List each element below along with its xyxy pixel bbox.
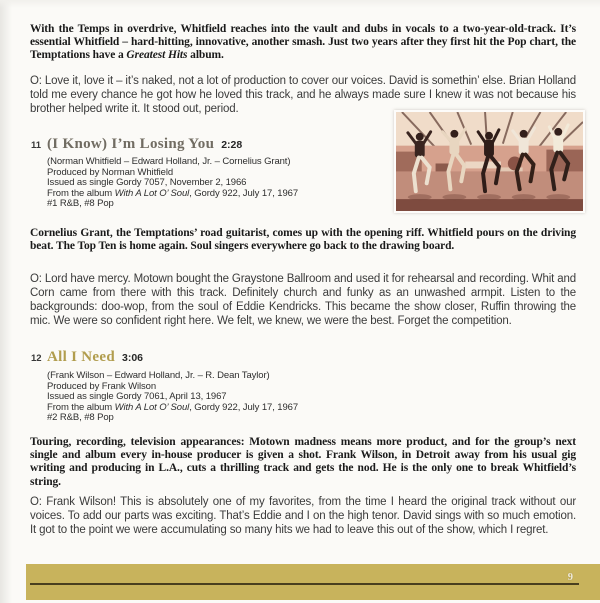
writers-line: (Norman Whitfield – Edward Holland, Jr. – Cornelius Grant) <box>47 156 291 167</box>
producer-line: Produced by Norman Whitfield <box>47 166 174 178</box>
footer-gold-bar <box>26 564 600 600</box>
chart-line: #2 R&B, #8 Pop <box>47 412 114 423</box>
page-number: 9 <box>567 572 573 583</box>
album-suffix: , Gordy 922, July 17, 1967 <box>189 401 299 413</box>
album-title: With A Lot O’ Soul <box>114 401 190 413</box>
track-number: 11 <box>31 140 42 151</box>
track-12-header <box>31 349 143 366</box>
track-title: (I Know) I’m Losing You <box>47 136 215 152</box>
single-line: Issued as single Gordy 7061, April 13, 1967 <box>47 391 227 402</box>
track-11-header <box>31 136 242 153</box>
scan-edge-shading <box>0 0 12 603</box>
otis-quote-2: O: Lord have mercy. Motown bought the Graystone Ballroom and used it for rehearsal and recording. Whit and Corn came from there with this track. Definitely church and funky as an unwashed armpit. Listen to the backgrounds: doo-wop, from the soul of Eddie Kendricks. This became the show closer, Ruffin throwing the mic. We were so confident right here. We felt, we knew, we were the best. Forget the competition. <box>30 273 576 327</box>
chart-line: #1 R&B, #8 Pop <box>47 198 114 209</box>
otis-quote-1: O: Love it, love it – it’s naked, not a lot of production to cover our voices. David is somethin’ else. Brian Holland told me every chance he got how he loved this track, and he always made sure I knew it was not because his brother helped write it. It stood out, period. <box>30 75 576 115</box>
commentary-paragraph-2: Cornelius Grant, the Temptations’ road guitarist, comes up with the opening riff. Whitfield pours on the driving beat. The Top Ten is home again. Soul singers everywhere go back to the drawing board. <box>30 227 576 253</box>
album-prefix: From the album <box>47 187 115 199</box>
intro-text-lead: With the Temps in overdrive, Whitfield reaches into the vault and dubs in vocals to a two-year-old-track. It’s essential Whitfield – hard-hitting, innovative, another smash. Just two years after they first hit the Pop chart, the Temptations have a <box>30 23 576 62</box>
track-duration: 2:28 <box>221 139 243 151</box>
album-prefix: From the album <box>47 401 115 413</box>
track-duration: 3:06 <box>122 352 144 364</box>
temptations-dancing-photo <box>394 110 585 213</box>
writers-line: (Frank Wilson – Edward Holland, Jr. – R. Dean Taylor) <box>47 370 270 381</box>
intro-paragraph <box>30 23 576 63</box>
otis-quote-3: O: Frank Wilson! This is absolutely one of my favorites, from the time I heard the original track without our voices. To add our parts was exciting. That’s Eddie and I on the high tenor. David sings with so much emotion. It got to the point we were accumulating so many hits we had to leave this out of the show, which I regret. <box>30 496 576 536</box>
track-12-credits <box>47 371 298 424</box>
producer-line: Produced by Frank Wilson <box>47 380 157 392</box>
album-title: With A Lot O’ Soul <box>114 187 190 199</box>
album-suffix: , Gordy 922, July 17, 1967 <box>189 187 299 199</box>
scan-edge-shading <box>0 0 600 8</box>
track-number: 12 <box>31 353 42 364</box>
footer-rule-line <box>30 583 579 585</box>
track-title: All I Need <box>47 349 115 365</box>
track-11-credits <box>47 157 298 210</box>
intro-text-tail: album. <box>187 49 224 62</box>
single-line: Issued as single Gordy 7057, November 2, 1966 <box>47 177 247 188</box>
commentary-paragraph-3: Touring, recording, television appearances: Motown madness means more product, and for the group’s next single and album every in-house producer is given a shot. Frank Wilson, in Detroit away from his usual gig writing and producing in L.A., cuts a thrilling track and gets the nod. He is the only one to break Whitfield’s string. <box>30 436 576 488</box>
photo-illustration <box>396 112 583 211</box>
intro-text-italic-album: Greatest Hits <box>126 49 188 62</box>
